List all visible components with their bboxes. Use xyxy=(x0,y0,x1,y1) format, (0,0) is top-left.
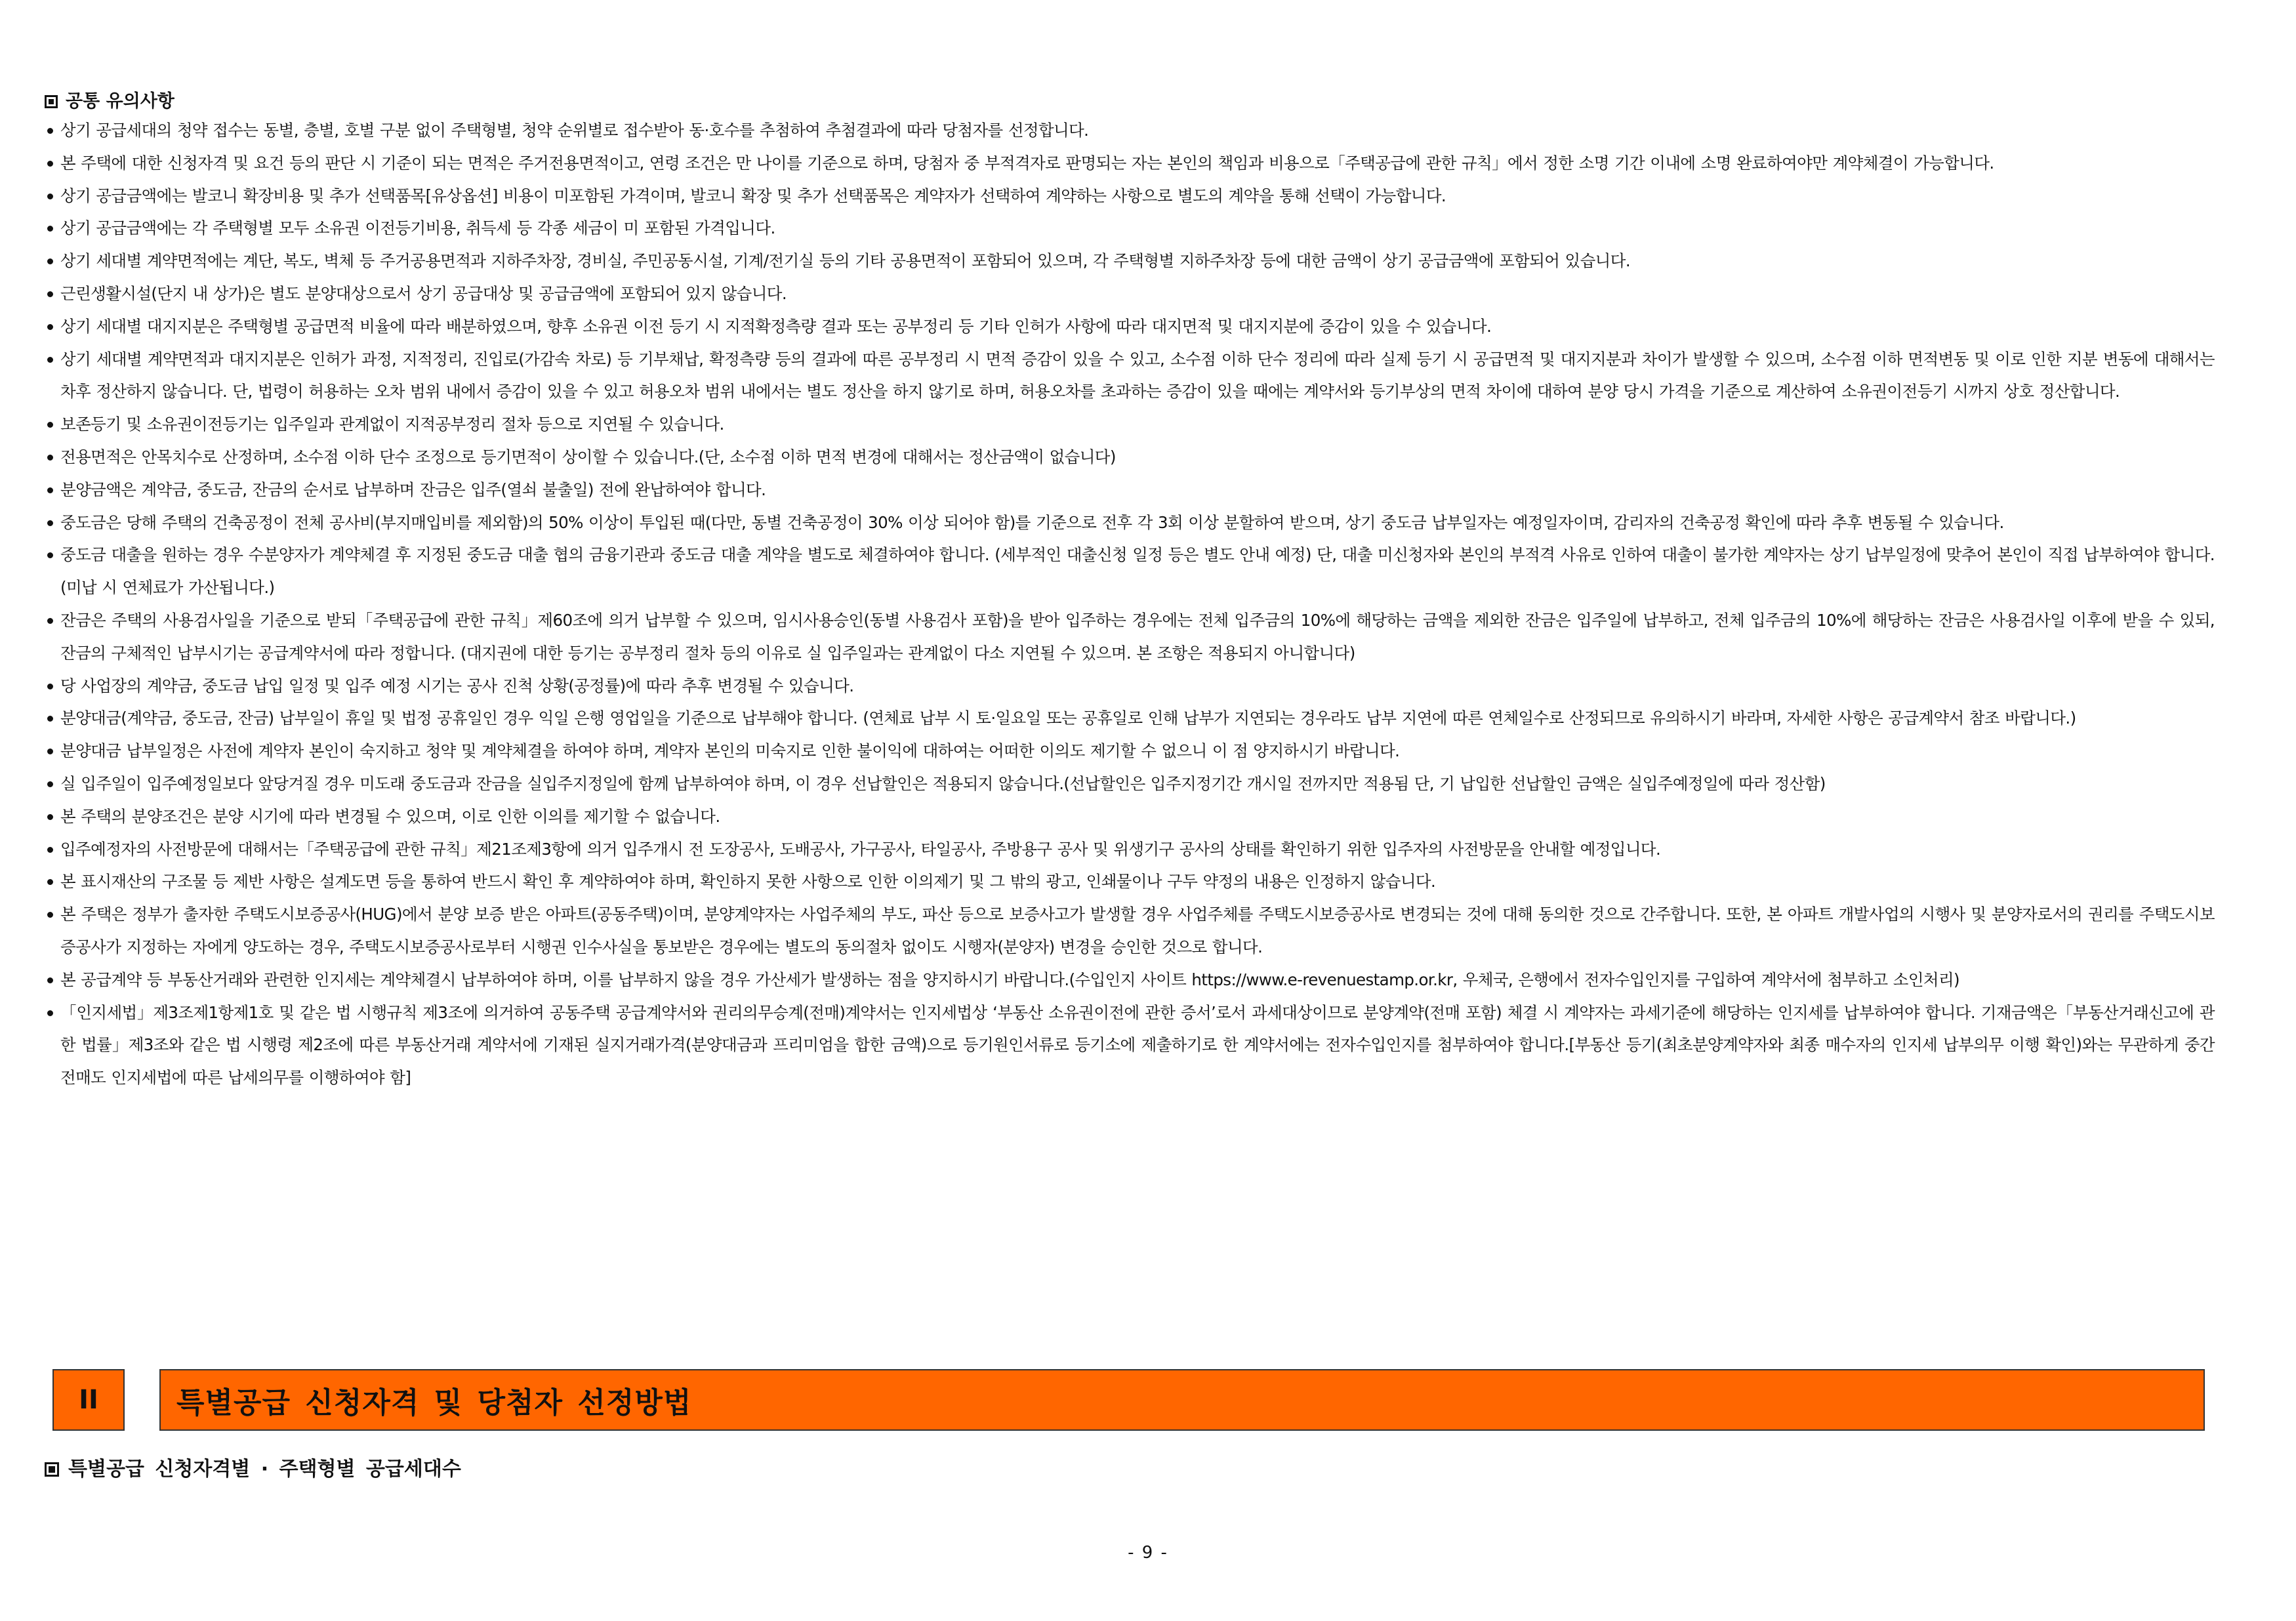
list-item: 「인지세법」제3조제1항제1호 및 같은 법 시행규칙 제3조에 의거하여 공동주택 공급계약서와 권리의무승계(전매)계약서는 인지세법상 ‘부동산 소유권이전에 관한 증서’로서 과세대상이므로 분양계약(전매 포함) 체결 시 계약자는 과세기준에 해당하는 인지세를 납부하여야 합니다. 기재금액은「부동산거래신고에 관한 법률」제3조와 같은 법 시행령 제2조에 따른 부동산거래 계약서에 기재된 실지거래가격(분양대금과 프리미엄을 합한 금액)으로 등기원인서류로 등기소에 제출하기로 한 계약서에는 전자수입인지를 첨부하여야 합니다.[부동산 등기(최초분양계약자와 최종 매수자의 인지세 납부의무 이행 확인)와는 무관하게 중간 전매도 인지세법에 따른 납세의무를 이행하여야 함] xyxy=(46,996,2215,1094)
square-bullet-icon xyxy=(45,95,58,108)
list-item: 잔금은 주택의 사용검사일을 기준으로 받되「주택공급에 관한 규칙」제60조에 의거 납부할 수 있으며, 임시사용승인(동별 사용검사 포함)을 받아 입주하는 경우에는 전체 입주금의 10%에 해당하는 금액을 제외한 잔금은 입주일에 납부하고, 전체 입주금의 10%에 해당하는 잔금은 사용검사일 이후에 받을 수 있되, 잔금의 구체적인 납부시기는 공급계약서에 따라 정합니다. (대지권에 대한 등기는 공부정리 절차 등의 이유로 실 입주일과는 관계없이 다소 지연될 수 있으며. 본 조항은 적용되지 아니합니다) xyxy=(46,604,2215,670)
list-item: 본 공급계약 등 부동산거래와 관련한 인지세는 계약체결시 납부하여야 하며, 이를 납부하지 않을 경우 가산세가 발생하는 점을 양지하시기 바랍니다.(수입인지 사이트 https://www.e-revenuestamp.or.kr, 우체국, 은행에서 전자수입인지를 구입하여 계약서에 첨부하고 소인처리) xyxy=(46,964,2215,996)
list-item: 입주예정자의 사전방문에 대해서는「주택공급에 관한 규칙」제21조제3항에 의거 입주개시 전 도장공사, 도배공사, 가구공사, 타일공사, 주방용구 공사 및 위생기구 공사의 상태를 확인하기 위한 입주자의 사전방문을 안내할 예정입니다. xyxy=(46,833,2215,866)
list-item: 본 주택은 정부가 출자한 주택도시보증공사(HUG)에서 분양 보증 받은 아파트(공동주택)이며, 분양계약자는 사업주체의 부도, 파산 등으로 보증사고가 발생할 경우 사업주체를 주택도시보증공사로 변경되는 것에 대해 동의한 것으로 간주합니다. 또한, 본 아파트 개발사업의 시행사 및 분양자로서의 권리를 주택도시보증공사가 지정하는 자에게 양도하는 경우, 주택도시보증공사로부터 시행권 인수사실을 통보받은 경우에는 별도의 동의절차 없이도 시행자(분양자) 변경을 승인한 것으로 합니다. xyxy=(46,898,2215,964)
list-item: 분양대금(계약금, 중도금, 잔금) 납부일이 휴일 및 법정 공휴일인 경우 익일 은행 영업일을 기준으로 납부해야 합니다. (연체료 납부 시 토·일요일 또는 공휴일로 인해 납부가 지연되는 경우라도 납부 지연에 따른 연체일수로 산정되므로 유의하시기 바라며, 자세한 사항은 공급계약서 참조 바랍니다.) xyxy=(46,702,2215,735)
list-item: 중도금은 당해 주택의 건축공정이 전체 공사비(부지매입비를 제외함)의 50% 이상이 투입된 때(다만, 동별 건축공정이 30% 이상 되어야 함)를 기준으로 전후 각 3회 이상 분할하여 받으며, 상기 중도금 납부일자는 예정일자이며, 감리자의 건축공정 확인에 따라 추후 변동될 수 있습니다. xyxy=(46,506,2215,539)
chapter-title-box xyxy=(159,1369,2205,1431)
list-item: 중도금 대출을 원하는 경우 수분양자가 계약체결 후 지정된 중도금 대출 협의 금융기관과 중도금 대출 계약을 별도로 체결하여야 합니다. (세부적인 대출신청 일정 등은 별도 안내 예정) 단, 대출 미신청자와 본인의 부적격 사유로 인하여 대출이 불가한 계약자는 상기 납부일정에 맞추어 본인이 직접 납부하여야 합니다. (미납 시 연체료가 가산됩니다.) xyxy=(46,539,2215,604)
chapter-number: II xyxy=(79,1385,98,1415)
list-item: 근린생활시설(단지 내 상가)은 별도 분양대상으로서 상기 공급대상 및 공급금액에 포함되어 있지 않습니다. xyxy=(46,277,2215,310)
square-bullet-icon xyxy=(45,1462,59,1477)
list-item: 본 표시재산의 구조물 등 제반 사항은 설계도면 등을 통하여 반드시 확인 후 계약하여야 하며, 확인하지 못한 사항으로 인한 이의제기 및 그 밖의 광고, 인쇄물이나 구두 약정의 내용은 인정하지 않습니다. xyxy=(46,865,2215,898)
list-item: 상기 세대별 대지지분은 주택형별 공급면적 비율에 따라 배분하였으며, 향후 소유권 이전 등기 시 지적확정측량 결과 또는 공부정리 등 기타 인허가 사항에 따라 대지면적 및 대지지분에 증감이 있을 수 있습니다. xyxy=(46,310,2215,343)
chapter-number-box xyxy=(52,1369,125,1431)
list-item: 본 주택에 대한 신청자격 및 요건 등의 판단 시 기준이 되는 면적은 주거전용면적이고, 연령 조건은 만 나이를 기준으로 하며, 당첨자 중 부적격자로 판명되는 자는 본인의 책임과 비용으로「주택공급에 관한 규칙」에서 정한 소명 기간 이내에 소명 완료하여야만 계약체결이 가능합니다. xyxy=(46,147,2215,180)
list-item: 상기 세대별 계약면적과 대지지분은 인허가 과정, 지적정리, 진입로(가감속 차로) 등 기부채납, 확정측량 등의 결과에 따른 공부정리 시 면적 증감이 있을 수 있고, 소수점 이하 단수 정리에 따라 실제 등기 시 공급면적 및 대지지분과 차이가 발생할 수 있으며, 소수점 이하 면적변동 및 이로 인한 지분 변동에 대해서는 차후 정산하지 않습니다. 단, 법령이 허용하는 오차 범위 내에서 증감이 있을 수 있고 허용오차 범위 내에서는 별도 정산을 하지 않기로 하며, 허용오차를 초과하는 증감이 있을 때에는 계약서와 등기부상의 면적 차이에 대하여 분양 당시 가격을 기준으로 계산하여 소유권이전등기 시까지 상호 정산합니다. xyxy=(46,343,2215,409)
list-item: 본 주택의 분양조건은 분양 시기에 따라 변경될 수 있으며, 이로 인한 이의를 제기할 수 없습니다. xyxy=(46,800,2215,833)
list-item: 상기 세대별 계약면적에는 계단, 복도, 벽체 등 주거공용면적과 지하주차장, 경비실, 주민공동시설, 기계/전기실 등의 기타 공용면적이 포함되어 있으며, 각 주택형별 지하주차장 등에 대한 금액이 상기 공급금액에 포함되어 있습니다. xyxy=(46,245,2215,277)
section-title xyxy=(45,87,174,112)
subsection-title-text: 특별공급 신청자격별 · 주택형별 공급세대수 xyxy=(68,1458,461,1481)
list-item: 상기 공급금액에는 각 주택형별 모두 소유권 이전등기비용, 취득세 등 각종 세금이 미 포함된 가격입니다. xyxy=(46,212,2215,245)
section-title-text: 공통 유의사항 xyxy=(66,91,174,112)
list-item: 당 사업장의 계약금, 중도금 납입 일정 및 입주 예정 시기는 공사 진척 상황(공정률)에 따라 추후 변경될 수 있습니다. xyxy=(46,670,2215,703)
list-item: 보존등기 및 소유권이전등기는 입주일과 관계없이 지적공부정리 절차 등으로 지연될 수 있습니다. xyxy=(46,408,2215,441)
notes-list xyxy=(46,114,2215,1094)
list-item: 상기 공급세대의 청약 접수는 동별, 층별, 호별 구분 없이 주택형별, 청약 순위별로 접수받아 동·호수를 추첨하여 추첨결과에 따라 당첨자를 선정합니다. xyxy=(46,114,2215,147)
chapter-title: 특별공급 신청자격 및 당첨자 선정방법 xyxy=(176,1386,692,1420)
list-item: 상기 공급금액에는 발코니 확장비용 및 추가 선택품목[유상옵션] 비용이 미포함된 가격이며, 발코니 확장 및 추가 선택품목은 계약자가 선택하여 계약하는 사항으로 별도의 계약을 통해 선택이 가능합니다. xyxy=(46,180,2215,213)
list-item: 분양금액은 계약금, 중도금, 잔금의 순서로 납부하며 잔금은 입주(열쇠 불출일) 전에 완납하여야 합니다. xyxy=(46,474,2215,506)
page-number: - 9 - xyxy=(1128,1543,1168,1563)
list-item: 실 입주일이 입주예정일보다 앞당겨질 경우 미도래 중도금과 잔금을 실입주지정일에 함께 납부하여야 하며, 이 경우 선납할인은 적용되지 않습니다.(선납할인은 입주지정기간 개시일 전까지만 적용됨 단, 기 납입한 선납할인 금액은 실입주예정일에 따라 정산함) xyxy=(46,768,2215,800)
list-item: 전용면적은 안목치수로 산정하며, 소수점 이하 단수 조정으로 등기면적이 상이할 수 있습니다.(단, 소수점 이하 면적 변경에 대해서는 정산금액이 없습니다) xyxy=(46,441,2215,474)
subsection-title xyxy=(45,1452,461,1481)
list-item: 분양대금 납부일정은 사전에 계약자 본인이 숙지하고 청약 및 계약체결을 하여야 하며, 계약자 본인의 미숙지로 인한 불이익에 대하여는 어떠한 이의도 제기할 수 없으니 이 점 양지하시기 바랍니다. xyxy=(46,735,2215,768)
